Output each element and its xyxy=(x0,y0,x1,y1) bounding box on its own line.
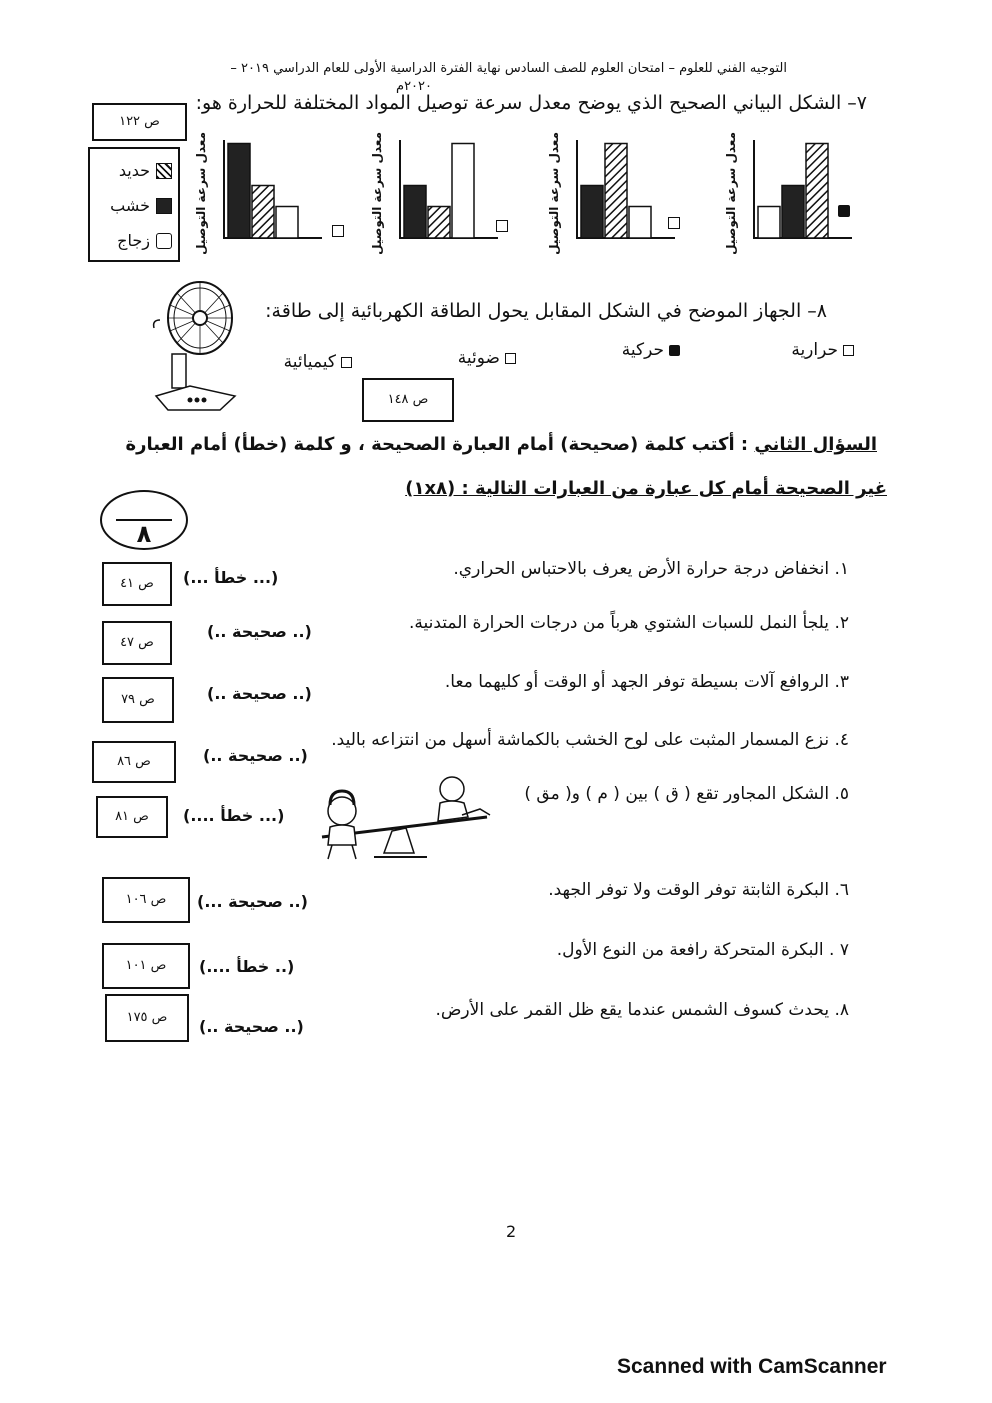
bar-زجاج xyxy=(452,144,474,239)
page-ref-8: ص ١٧٥ xyxy=(105,994,189,1042)
bar-خشب xyxy=(782,186,804,239)
chart-option-2 xyxy=(541,132,677,255)
checkbox-icon xyxy=(341,357,352,368)
page-ref-6: ص ١٠٦ xyxy=(102,877,190,923)
legend-wood: خشب xyxy=(110,196,172,215)
q8-option-4[interactable]: كيميائية xyxy=(284,352,352,372)
exam-header: التوجيه الفني للعلوم – امتحان العلوم للصف السادس نهاية الفترة الدراسية الأولى للعام الدراسي ٢٠١٩ – xyxy=(230,61,787,76)
seesaw-image xyxy=(312,775,497,875)
checkbox-icon xyxy=(505,353,516,364)
checkbox-icon xyxy=(843,345,854,356)
q8-text: ٨– الجهاز الموضح في الشكل المقابل يحول الطاقة الكهربائية إلى طاقة: xyxy=(265,300,827,322)
bar-خشب xyxy=(228,144,250,239)
chart-option-4 xyxy=(188,132,324,255)
score-oval xyxy=(100,490,188,550)
fan-image xyxy=(150,278,245,418)
statement-4: ٤. نزع المسمار المثبت على لوح الخشب بالكماشة أسهل من انتزاعه باليد. xyxy=(331,730,849,750)
q8-page-ref: ص ١٤٨ xyxy=(362,378,454,422)
chart-svg-2 xyxy=(541,138,677,253)
answer-2[interactable]: (.. صحيحة ..) xyxy=(207,622,312,641)
statement-7: ٧ . البكرة المتحركة رافعة من النوع الأول. xyxy=(556,940,849,960)
section2-line2: غير الصحيحة أمام كل عبارة من العبارات التالية : (١x٨) xyxy=(405,478,887,499)
statement-5: ٥. الشكل المجاور تقع ( ق ) بين ( م ) و( مق ) xyxy=(524,784,849,804)
section2-line1: السؤال الثاني : أكتب كلمة (صحيحة) أمام العبارة الصحيحة ، و كلمة (خطأ) أمام العبارة xyxy=(125,434,877,455)
bar-خشب xyxy=(404,186,426,239)
solid-swatch-icon xyxy=(156,198,172,214)
chart-svg-1 xyxy=(718,138,854,253)
answer-6[interactable]: (.. صحيحة ...) xyxy=(197,892,308,911)
answer-1[interactable]: (... خطأ ...) xyxy=(183,568,279,587)
q7-page-ref: ص ١٢٢ xyxy=(92,103,187,141)
chart-option-3 xyxy=(364,132,500,255)
legend-iron: حديد xyxy=(119,161,172,180)
checkbox-checked-icon xyxy=(669,345,680,356)
chart-svg-4 xyxy=(188,138,324,253)
chart-option-checkbox-1[interactable] xyxy=(838,205,850,217)
statement-1: ١. انخفاض درجة حرارة الأرض يعرف بالاحتباس الحراري. xyxy=(453,559,849,579)
page-ref-7: ص ١٠١ xyxy=(102,943,190,989)
q8-option-2[interactable]: حركية xyxy=(622,340,680,360)
chart-svg-3 xyxy=(364,138,500,253)
bar-حديد xyxy=(806,144,828,239)
score-value: ٨ xyxy=(136,520,152,548)
answer-4[interactable]: (.. صحيحة ..) xyxy=(203,746,308,765)
empty-swatch-icon xyxy=(156,233,172,249)
chart-option-checkbox-4[interactable] xyxy=(332,225,344,237)
answer-5[interactable]: (... خطأ ....) xyxy=(183,806,285,825)
q7-legend xyxy=(88,147,180,262)
page-ref-5: ص ٨١ xyxy=(96,796,168,838)
exam-header-year: ٢٠٢٠م xyxy=(396,79,432,94)
statement-8: ٨. يحدث كسوف الشمس عندما يقع ظل القمر على الأرض. xyxy=(435,1000,849,1020)
chart-y-label: معدل سرعة التوصيل xyxy=(724,132,738,255)
page-ref-1: ص ٤١ xyxy=(102,562,172,606)
statement-2: ٢. يلجأ النمل للسبات الشتوي هرباً من درجات الحرارة المتدنية. xyxy=(408,613,849,633)
bar-حديد xyxy=(252,186,274,239)
answer-8[interactable]: (.. صحيحة ..) xyxy=(199,1017,304,1036)
chart-y-label: معدل سرعة التوصيل xyxy=(194,132,208,255)
page-ref-4: ص ٨٦ xyxy=(92,741,176,783)
legend-glass: زجاج xyxy=(117,231,172,250)
chart-y-label: معدل سرعة التوصيل xyxy=(370,132,384,255)
statement-6: ٦. البكرة الثابتة توفر الوقت ولا توفر الجهد. xyxy=(548,880,849,900)
chart-option-checkbox-2[interactable] xyxy=(668,217,680,229)
q7-text: ٧– الشكل البياني الصحيح الذي يوضح معدل سرعة توصيل المواد المختلفة للحرارة هو: xyxy=(195,92,867,114)
q8-option-3[interactable]: ضوئية xyxy=(458,348,516,368)
camscanner-footer: Scanned with CamScanner xyxy=(617,1355,887,1378)
bar-خشب xyxy=(581,186,603,239)
q8-option-1[interactable]: حرارية xyxy=(791,340,854,360)
bar-زجاج xyxy=(758,207,780,239)
chart-option-1 xyxy=(718,132,854,255)
bar-زجاج xyxy=(276,207,298,239)
page-ref-3: ص ٧٩ xyxy=(102,677,174,723)
chart-y-label: معدل سرعة التوصيل xyxy=(547,132,561,255)
bar-حديد xyxy=(605,144,627,239)
hatched-swatch-icon xyxy=(156,163,172,179)
chart-option-checkbox-3[interactable] xyxy=(496,220,508,232)
bar-زجاج xyxy=(629,207,651,239)
statement-3: ٣. الروافع آلات بسيطة توفر الجهد أو الوقت أو كليهما معا. xyxy=(444,672,849,692)
bar-حديد xyxy=(428,207,450,239)
answer-3[interactable]: (.. صحيحة ..) xyxy=(207,684,312,703)
answer-7[interactable]: (.. خطأ ....) xyxy=(199,957,295,976)
page-ref-2: ص ٤٧ xyxy=(102,621,172,665)
page-number: 2 xyxy=(506,1222,517,1241)
